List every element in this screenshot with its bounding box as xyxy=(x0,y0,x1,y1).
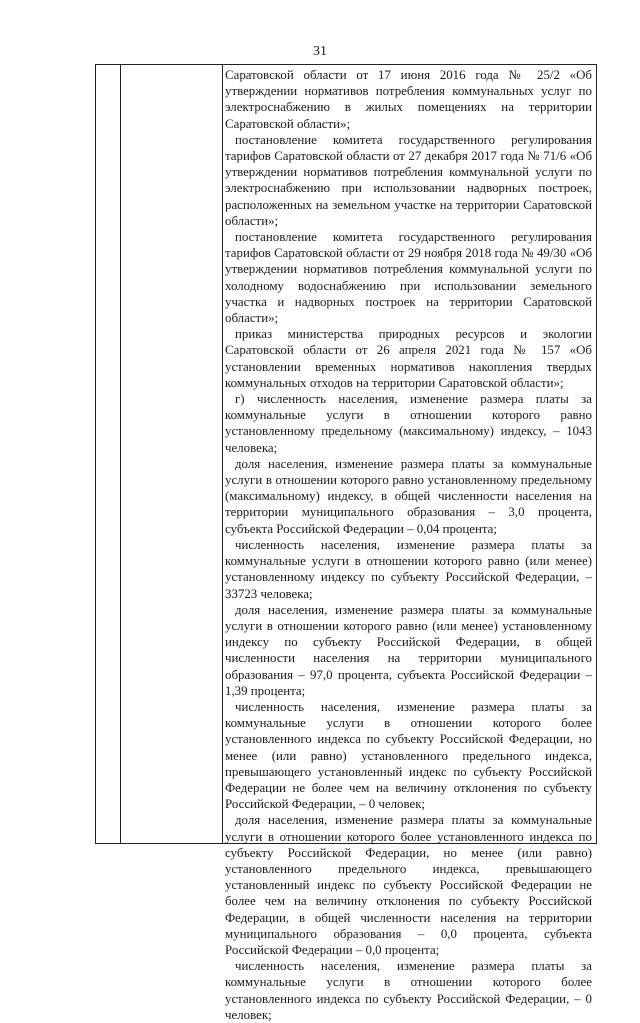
column-divider xyxy=(222,65,223,843)
paragraph: доля населения, изменение размера платы за коммунальные услуги в отношении которого равно (или менее) установленному индексу по субъекту Российской Федерации, в общей численности населения на территории муниципального образования – 97,0 процента, субъекта Российской Федерации – 1,39 процента; xyxy=(225,602,592,698)
paragraph: г) численность населения, изменение размера платы за коммунальные услуги в отношении которого равно установленному предельному (максимальному) индексу, – 1043 человека; xyxy=(225,392,592,455)
paragraph: доля населения, изменение размера платы за коммунальные услуги в отношении которого более установленного индекса по субъекту Российской Федерации, но менее (или равно) установленного предельного индекса, превышающего установленный индекс по субъекту Российской Федерации не более чем на величину отклонения по субъекту Российской Федерации, в общей численности населения на территории муниципального образования – 0,0 процента, субъекта Российской Федерации – 0,0 процента; xyxy=(225,813,592,957)
document-table xyxy=(95,64,597,1022)
paragraph: численность населения, изменение размера платы за коммунальные услуги в отношении которого равно (или менее) установленному индексу по субъекту Российской Федерации, – 33723 человека; xyxy=(225,537,592,601)
paragraph: численность населения, изменение размера платы за коммунальные услуги в отношении которого более установленного индекса по субъекту Российской Федерации, но менее (или равно) установленного предельного индекса, превышающего установленный индекс по субъекту Российской Федерации не более чем на величину отклонения по субъекту Российской Федерации, – 0 человек; xyxy=(225,699,592,812)
table-cell-content xyxy=(225,67,592,1023)
paragraph: постановление комитета государственного регулирования тарифов Саратовской области от 27 декабря 2017 года № 71/6 «Об утверждении нормативов потребления коммунальной услуги по электроснабжению при использовании надворных построек, расположенных на земельном участке на территории Саратовской области»; xyxy=(225,132,592,228)
paragraph: приказ министерства природных ресурсов и экологии Саратовской области от 26 апреля 2021 года № 157 «Об установлении временных нормативов накопления твердых коммунальных отходов на территории Саратовской области»; xyxy=(225,327,592,390)
column-divider xyxy=(120,65,121,843)
paragraph: Саратовской области от 17 июня 2016 года № 25/2 «Об утверждении нормативов потребления коммунальных услуг по электроснабжению в жилых помещениях на территории Саратовской области»; xyxy=(225,68,592,131)
paragraph: доля населения, изменение размера платы за коммунальные услуги в отношении которого равно установленному предельному (максимальному) индексу, в общей численности населения на территории муниципального образования – 3,0 процента, субъекта Российской Федерации – 0,04 процента; xyxy=(225,456,592,536)
page-number: 31 xyxy=(313,44,327,59)
paragraph: постановление комитета государственного регулирования тарифов Саратовской области от 29 ноября 2018 года № 49/30 «Об утверждении нормативов потребления коммунальной услуги по холодному водоснабжению при использовании земельного участка и надворных построек на территории Саратовской области»; xyxy=(225,230,592,326)
paragraph: численность населения, изменение размера платы за коммунальные услуги в отношении которого более установленного индекса по субъекту Российской Федерации, – 0 человек; xyxy=(225,959,592,1022)
